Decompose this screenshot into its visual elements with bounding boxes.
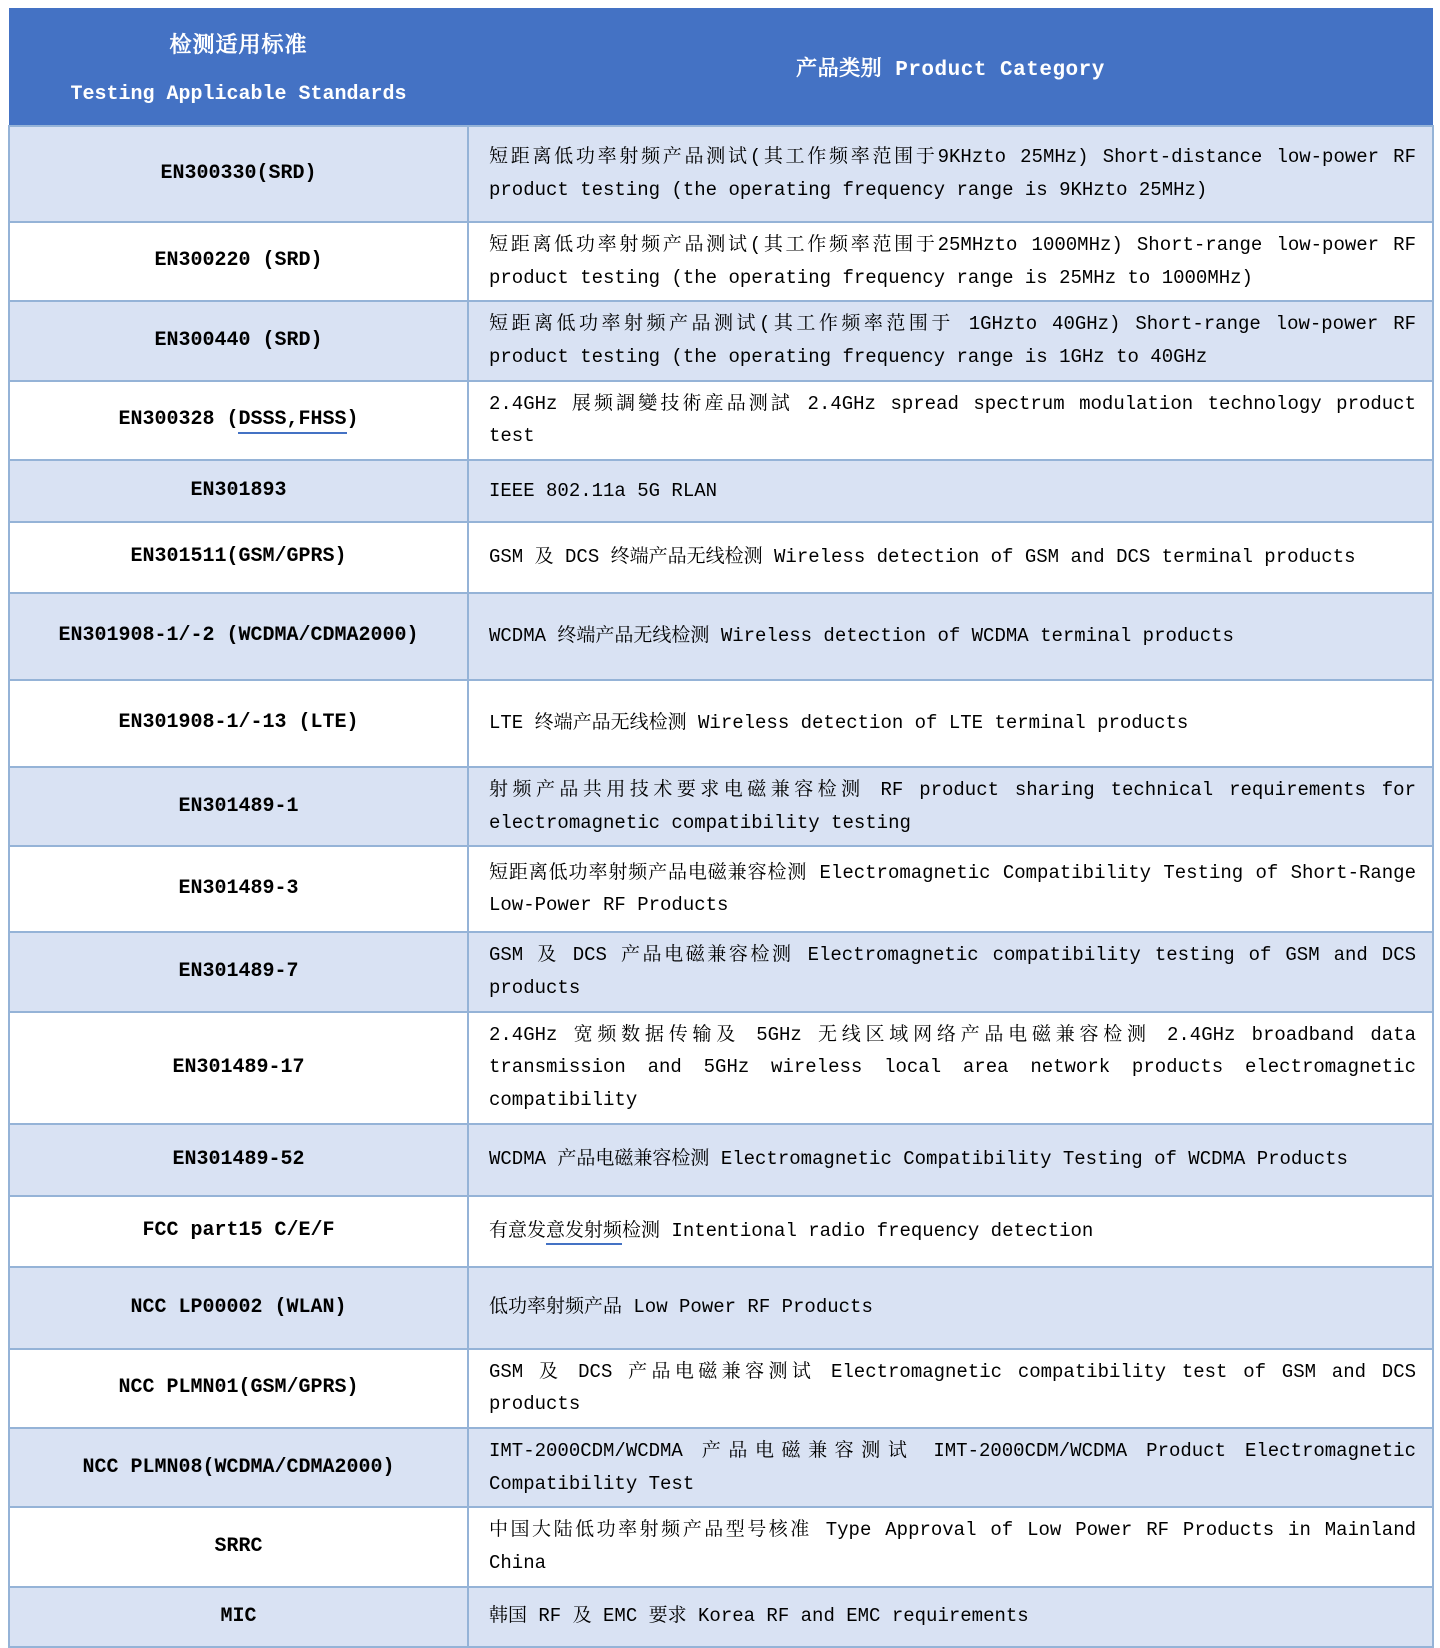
text-segment: 检测 Intentional radio frequency detection (622, 1219, 1094, 1242)
text-segment: FCC part15 C/E/F (142, 1219, 335, 1243)
standard-cell (9, 932, 468, 1011)
text-segment: WCDMA 终端产品无线检测 Wireless detection of WCDMA terminal products (489, 625, 1234, 648)
text-segment: 短距离低功率射频产品电磁兼容检测 Electromagnetic Compatibility Testing of Short-Range Low-Power RF Products (489, 861, 1416, 917)
table-row (9, 767, 1433, 846)
text-segment: SRRC (214, 1534, 263, 1558)
standard-cell (9, 301, 468, 380)
table-row (9, 680, 1433, 767)
standard-cell (9, 1587, 468, 1647)
text-segment: EN300440 (SRD) (154, 328, 323, 352)
text-segment: EN301489-3 (178, 877, 299, 901)
text-segment: 短距离低功率射频产品测试(其工作频率范围于9KHzto 25MHz) Short-distance low-power RF product testing (the operating frequency range is 9KHzto 25MHz) (489, 146, 1416, 201)
text-segment: EN300330(SRD) (160, 161, 317, 185)
table-row (9, 126, 1433, 222)
standard-cell (9, 381, 468, 460)
text-segment: EN300220 (SRD) (154, 249, 323, 273)
standard-cell (9, 767, 468, 846)
table-row (9, 1349, 1433, 1428)
table-header-row (9, 8, 1433, 126)
category-cell (468, 381, 1433, 460)
table-row (9, 1124, 1433, 1196)
category-cell (468, 1507, 1433, 1586)
standard-cell (9, 522, 468, 593)
standard-cell (9, 1507, 468, 1586)
table-row (9, 593, 1433, 680)
text-segment: EN301893 (190, 478, 287, 502)
standard-cell (9, 593, 468, 680)
category-cell (468, 301, 1433, 380)
underlined-text: 意发射频 (546, 1220, 622, 1245)
header-standards-cell (9, 8, 468, 126)
category-cell (468, 1428, 1433, 1507)
category-cell (468, 1349, 1433, 1428)
text-segment: 2.4GHz 展频調變技術産品测試 2.4GHz spread spectrum modulation technology product test (489, 392, 1416, 448)
category-cell (468, 222, 1433, 301)
text-segment: IEEE 802.11a 5G RLAN (489, 479, 718, 502)
text-segment: EN301489-17 (172, 1055, 305, 1079)
category-cell (468, 522, 1433, 593)
category-cell (468, 593, 1433, 680)
underlined-text: DSSS,FHSS (238, 408, 346, 434)
text-segment: 短距离低功率射频产品测试(其工作频率范围于 1GHzto 40GHz) Short-range low-power RF product testing (the operating frequency range is 1GHz to 40GHz (489, 313, 1416, 369)
category-cell (468, 126, 1433, 222)
text-segment: GSM 及 DCS 产品电磁兼容测试 Electromagnetic compatibility test of GSM and DCS products (489, 1360, 1416, 1416)
text-segment: NCC PLMN08(WCDMA/CDMA2000) (82, 1455, 395, 1479)
standard-cell (9, 1196, 468, 1267)
category-cell (468, 1124, 1433, 1196)
text-segment: 韩国 RF 及 EMC 要求 Korea RF and EMC requirements (489, 1605, 1029, 1628)
table-row (9, 1196, 1433, 1267)
category-cell (468, 932, 1433, 1011)
table-row (9, 1507, 1433, 1586)
table-row (9, 1587, 1433, 1647)
header-standards-en: Testing Applicable Standards (70, 82, 407, 106)
text-segment: 射频产品共用技术要求电磁兼容检测 RF product sharing technical requirements for electromagnetic compatibility testing (489, 779, 1416, 834)
text-segment: 2.4GHz 宽频数据传输及 5GHz 无线区域网络产品电磁兼容检测 2.4GHz broadband data transmission and 5GHz wireless local area network products electromagnetic compatibility (489, 1023, 1416, 1112)
text-segment: EN301511(GSM/GPRS) (130, 545, 347, 569)
table-row (9, 846, 1433, 932)
table-row (9, 1267, 1433, 1349)
standard-cell (9, 680, 468, 767)
text-segment: EN301908-1/-13 (LTE) (118, 711, 359, 735)
standard-cell (9, 1428, 468, 1507)
text-segment: 短距离低功率射频产品测试(其工作频率范围于25MHzto 1000MHz) Short-range low-power RF product testing (the operating frequency range is 25MHz to 1000MHz) (489, 234, 1416, 289)
table-row (9, 932, 1433, 1011)
header-category-label: 产品类别 Product Category (796, 58, 1105, 82)
text-segment: NCC LP00002 (WLAN) (130, 1295, 347, 1319)
header-standards-cn: 检测适用标准 (169, 33, 308, 59)
table-row (9, 1428, 1433, 1507)
text-segment: 中国大陆低功率射频产品型号核准 Type Approval of Low Power RF Products in Mainland China (489, 1519, 1416, 1575)
text-segment: EN300328 ( (118, 408, 239, 432)
header-category-cell (468, 8, 1433, 126)
category-cell (468, 680, 1433, 767)
category-cell (468, 1587, 1433, 1647)
table-body (9, 126, 1433, 1647)
category-cell (468, 1012, 1433, 1124)
standard-cell (9, 460, 468, 522)
table-row (9, 301, 1433, 380)
text-segment: EN301489-7 (178, 959, 299, 983)
standard-cell (9, 1012, 468, 1124)
text-segment: ) (346, 408, 359, 432)
text-segment: WCDMA 产品电磁兼容检测 Electromagnetic Compatibility Testing of WCDMA Products (489, 1148, 1348, 1171)
text-segment: EN301908-1/-2 (WCDMA/CDMA2000) (58, 624, 419, 648)
standard-cell (9, 1267, 468, 1349)
category-cell (468, 460, 1433, 522)
standard-cell (9, 1349, 468, 1428)
category-cell (468, 846, 1433, 932)
category-cell (468, 1267, 1433, 1349)
text-segment: EN301489-1 (178, 794, 299, 818)
text-segment: GSM 及 DCS 终端产品无线检测 Wireless detection of GSM and DCS terminal products (489, 546, 1356, 569)
category-cell (468, 767, 1433, 846)
text-segment: NCC PLMN01(GSM/GPRS) (118, 1376, 359, 1400)
standards-table (8, 8, 1434, 1648)
text-segment: 有意发 (489, 1219, 547, 1242)
standard-cell (9, 222, 468, 301)
text-segment: EN301489-52 (172, 1147, 305, 1171)
text-segment: GSM 及 DCS 产品电磁兼容检测 Electromagnetic compatibility testing of GSM and DCS products (489, 944, 1416, 1000)
standard-cell (9, 846, 468, 932)
table-row (9, 522, 1433, 593)
table-row (9, 381, 1433, 460)
standard-cell (9, 126, 468, 222)
category-cell (468, 1196, 1433, 1267)
standard-cell (9, 1124, 468, 1196)
table-row (9, 460, 1433, 522)
text-segment: 低功率射频产品 Low Power RF Products (489, 1296, 873, 1319)
table-row (9, 222, 1433, 301)
header-standards (9, 28, 468, 106)
text-segment: MIC (220, 1604, 257, 1628)
text-segment: LTE 终端产品无线检测 Wireless detection of LTE terminal products (489, 712, 1189, 735)
text-segment: IMT-2000CDM/WCDMA 产品电磁兼容测试 IMT-2000CDM/WCDMA Product Electromagnetic Compatibility Test (489, 1440, 1416, 1495)
table-row (9, 1012, 1433, 1124)
